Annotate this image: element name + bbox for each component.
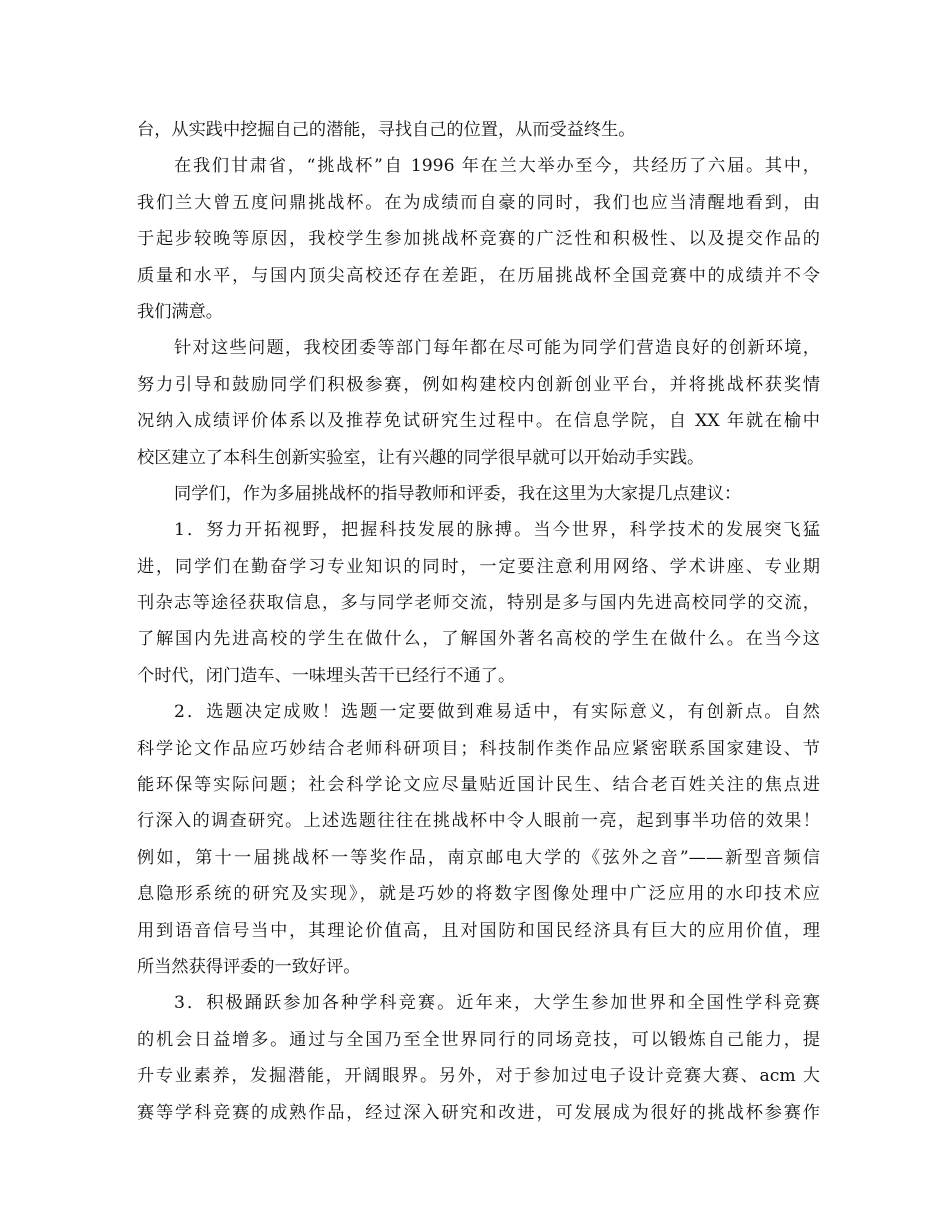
paragraph-start-line: 在我们甘肃省，“挑战杯”自 1996 年在兰大举办至今，共经历了六届。其中，	[174, 156, 820, 177]
text-line: 例如，第十一届挑战杯一等奖作品，南京邮电大学的《弦外之音”——新型音频信	[137, 847, 820, 868]
text-line: 我们兰大曾五度问鼎挑战杯。在为成绩而自豪的同时，我们也应当清醒地看到，由	[137, 192, 820, 213]
paragraph-start-line: 同学们，作为多届挑战杯的指导教师和评委，我在这里为大家提几点建议：	[174, 483, 742, 504]
text-line: 个时代，闭门造车、一味埋头苦干已经行不通了。	[137, 665, 516, 686]
text-line: 赛等学科竞赛的成熟作品，经过深入研究和改进，可发展成为很好的挑战杯参赛作	[137, 1102, 820, 1123]
text-line: 能环保等实际问题；社会科学论文应尽量贴近国计民生、结合老百姓关注的焦点进	[137, 775, 820, 796]
text-line: 我们满意。	[137, 301, 223, 322]
text-line: 质量和水平，与国内顶尖高校还存在差距，在历届挑战杯全国竞赛中的成绩并不令	[137, 265, 820, 286]
text-line: 所当然获得评委的一致好评。	[137, 956, 361, 977]
text-line: 用到语音信号当中，其理论价值高，且对国防和国民经济具有巨大的应用价值，理	[137, 920, 820, 941]
text-line: 况纳入成绩评价体系以及推荐免试研究生过程中。在信息学院，自 XX 年就在榆中	[137, 411, 820, 432]
text-line: 行深入的调查研究。上述选题往往在挑战杯中令人眼前一亮，起到事半功倍的效果！	[137, 811, 820, 832]
text-line: 的机会日益增多。通过与全国乃至全世界同行的同场竞技，可以锻炼自己能力，提	[137, 1029, 820, 1050]
document-body	[137, 112, 820, 1131]
text-line: 科学论文作品应巧妙结合老师科研项目；科技制作类作品应紧密联系国家建设、节	[137, 738, 820, 759]
text-line: 息隐形系统的研究及实现》，就是巧妙的将数字图像处理中广泛应用的水印技术应	[137, 884, 820, 905]
text-line: 了解国内先进高校的学生在做什么，了解国外著名高校的学生在做什么。在当今这	[137, 629, 820, 650]
paragraph-start-line: 3．积极踊跃参加各种学科竞赛。近年来，大学生参加世界和全国性学科竞赛	[174, 993, 820, 1014]
paragraph-start-line: 针对这些问题，我校团委等部门每年都在尽可能为同学们营造良好的创新环境，	[174, 338, 820, 359]
text-line: 努力引导和鼓励同学们积极参赛，例如构建校内创新创业平台，并将挑战杯获奖情	[137, 374, 820, 395]
text-line: 校区建立了本科生创新实验室，让有兴趣的同学很早就可以开始动手实践。	[137, 447, 705, 468]
text-line: 于起步较晚等原因，我校学生参加挑战杯竞赛的广泛性和积极性、以及提交作品的	[137, 229, 820, 250]
text-line: 台，从实践中挖掘自己的潜能，寻找自己的位置，从而受益终生。	[137, 120, 636, 140]
text-line: 升专业素养，发掘潜能，开阔眼界。另外，对于参加过电子设计竞赛大赛、acm 大	[137, 1066, 820, 1087]
paragraph-start-line: 2．选题决定成败！选题一定要做到难易适中，有实际意义，有创新点。自然	[174, 702, 820, 723]
paragraph-start-line: 1．努力开拓视野，把握科技发展的脉搏。当今世界，科学技术的发展突飞猛	[174, 520, 820, 541]
text-line: 刊杂志等途径获取信息，多与同学老师交流，特别是多与国内先进高校同学的交流，	[137, 593, 820, 614]
text-line: 进，同学们在勤奋学习专业知识的同时，一定要注意利用网络、学术讲座、专业期	[137, 556, 820, 577]
